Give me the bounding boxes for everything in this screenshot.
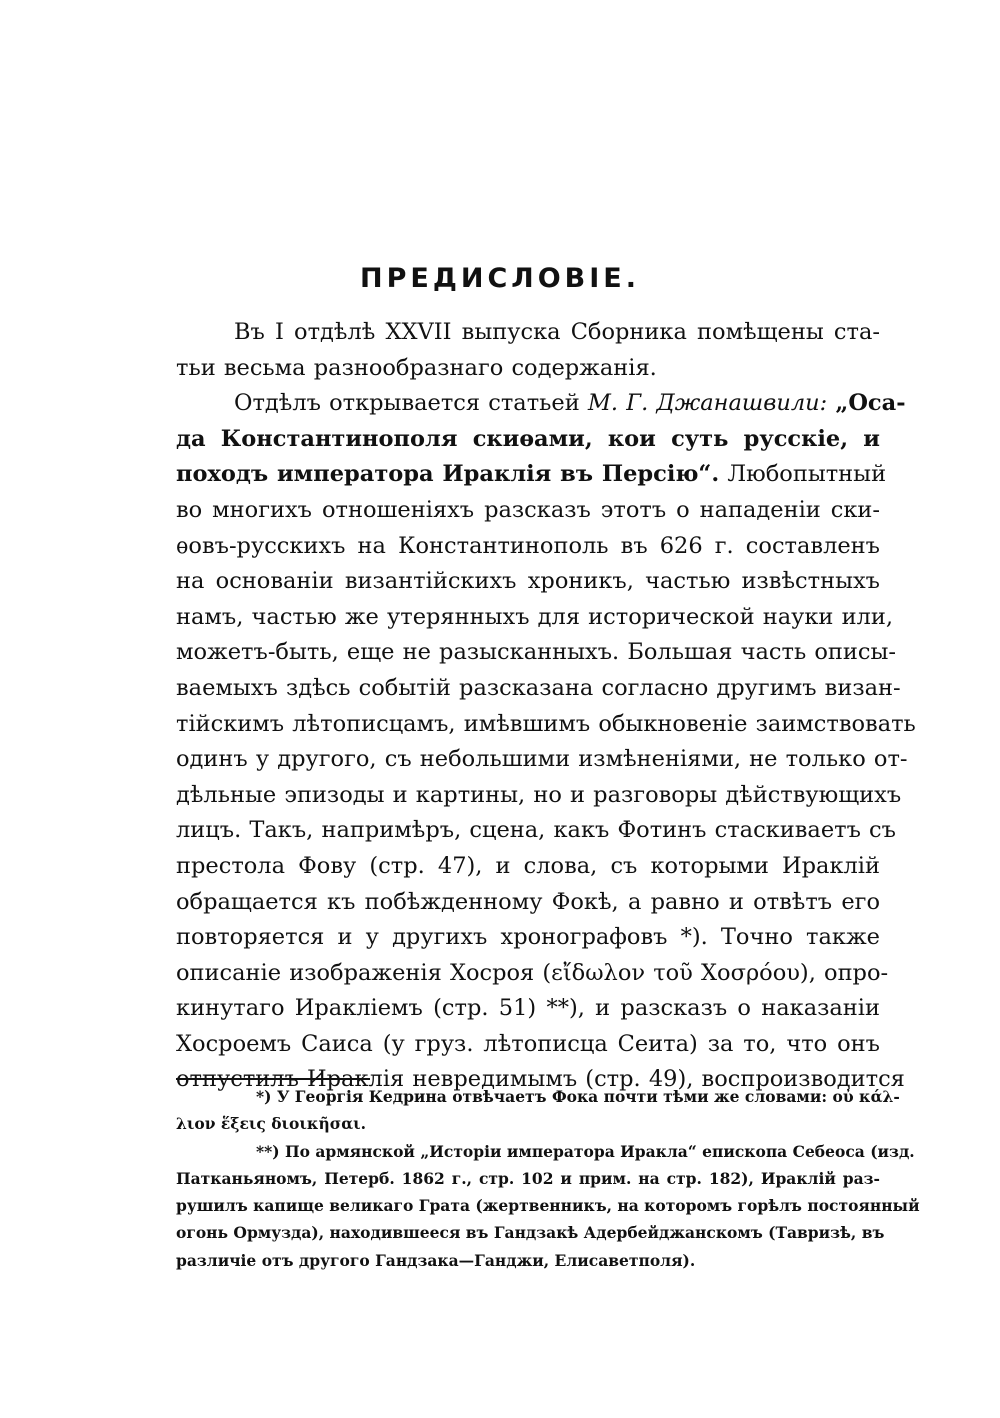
footnotes [176, 1083, 920, 1274]
text-line: во многихъ отношеніяхъ разсказъ этотъ о нападеніи ски- [176, 496, 880, 523]
footnote-line: Патканьяномъ, Петерб. 1862 г., стр. 102 и прим. на стр. 182), Ираклій раз- [176, 1168, 880, 1188]
text-line: намъ, частью же утерянныхъ для исторической науки или, [176, 603, 894, 630]
text-line: одинъ у другого, съ небольшими измѣненіями, не только от- [176, 746, 908, 773]
author-name: М. Г. Джанашвили: [587, 390, 836, 417]
text-line: повторяется и у другихъ хронографовъ *). Точно также [176, 924, 880, 951]
article-title: „Оса- [835, 390, 906, 417]
main-text [176, 315, 916, 1098]
footnote-line: огонь Ормузда), находившееся въ Гандзакѣ Адербейджанскомъ (Тавризѣ, въ [176, 1223, 885, 1243]
article-title: походъ императора Ираклія въ Персію“. [176, 461, 720, 488]
footnote-line: различіе отъ другого Гандзака—Ганджи, Елисаветполя). [176, 1250, 696, 1270]
text-line: тійскимъ лѣтописцамъ, имѣвшимъ обыкновеніе заимствовать [176, 710, 916, 737]
footnote-line: рушилъ капище великаго Грата (жертвенникъ, на которомъ горѣлъ постоянный [176, 1196, 920, 1216]
text-line [176, 422, 880, 458]
text-line: кинутаго Ираклiемъ (стр. 51) **), и разсказъ о наказаніи [176, 995, 880, 1022]
text-line: лицъ. Такъ, напримѣръ, сцена, какъ Фотинъ стаскиваетъ съ [176, 817, 896, 844]
text-line: ѳовъ-русскихъ на Константинополь въ 626 г. составленъ [176, 532, 880, 559]
text-run: Любопытный [719, 461, 887, 488]
text-line: обращается къ побѣжденному Фокѣ, а равно и отвѣтъ его [176, 888, 880, 915]
text-line: можетъ-быть, еще не разысканныхъ. Большая часть описы- [176, 639, 897, 666]
text-line: на основаніи византійскихъ хроникъ, частью извѣстныхъ [176, 568, 880, 595]
page-title: ПРЕДИСЛОВIЕ. [360, 263, 640, 294]
text-line [176, 386, 906, 422]
text-line: отпустилъ Ираклія невредимымъ (стр. 49), воспроизводится [176, 1066, 905, 1093]
footnote-line: λιον ἕξεις διοικῆσαι. [176, 1114, 367, 1134]
footnote-divider [176, 1078, 370, 1080]
text-line [176, 457, 887, 493]
text-line: дѣльные эпизоды и картины, но и разговоры дѣйствующихъ [176, 781, 902, 808]
text-run: Отдѣлъ открывается статьей [234, 390, 588, 417]
text-line: тьи весьма разнообразнаго содержанія. [176, 354, 657, 381]
text-line: Въ I отдѣлѣ XXVII выпуска Сборника помѣщены ста- [234, 319, 880, 345]
article-title: да Константинополя скиѳами, кои суть русскіе, и [176, 425, 880, 452]
text-line: Хосроемъ Саиса (у груз. лѣтописца Сеита) за то, что онъ [176, 1030, 880, 1057]
footnote-line: **) По армянской „Исторіи императора Иракла“ епископа Себеоса (изд. [256, 1141, 915, 1161]
text-line: описаніе изображенія Хосроя (εἴδωλον τοῦ Χοσρόου), опро- [176, 959, 889, 986]
text-line: престола Фову (стр. 47), и слова, съ которыми Ираклій [176, 852, 880, 879]
footnote-line: *) У Георгія Кедрина отвѣчаетъ Фока почти тѣми же словами: οὐ κάλ- [256, 1087, 900, 1106]
text-line: ваемыхъ здѣсь событій разсказана согласно другимъ визан- [176, 674, 901, 701]
